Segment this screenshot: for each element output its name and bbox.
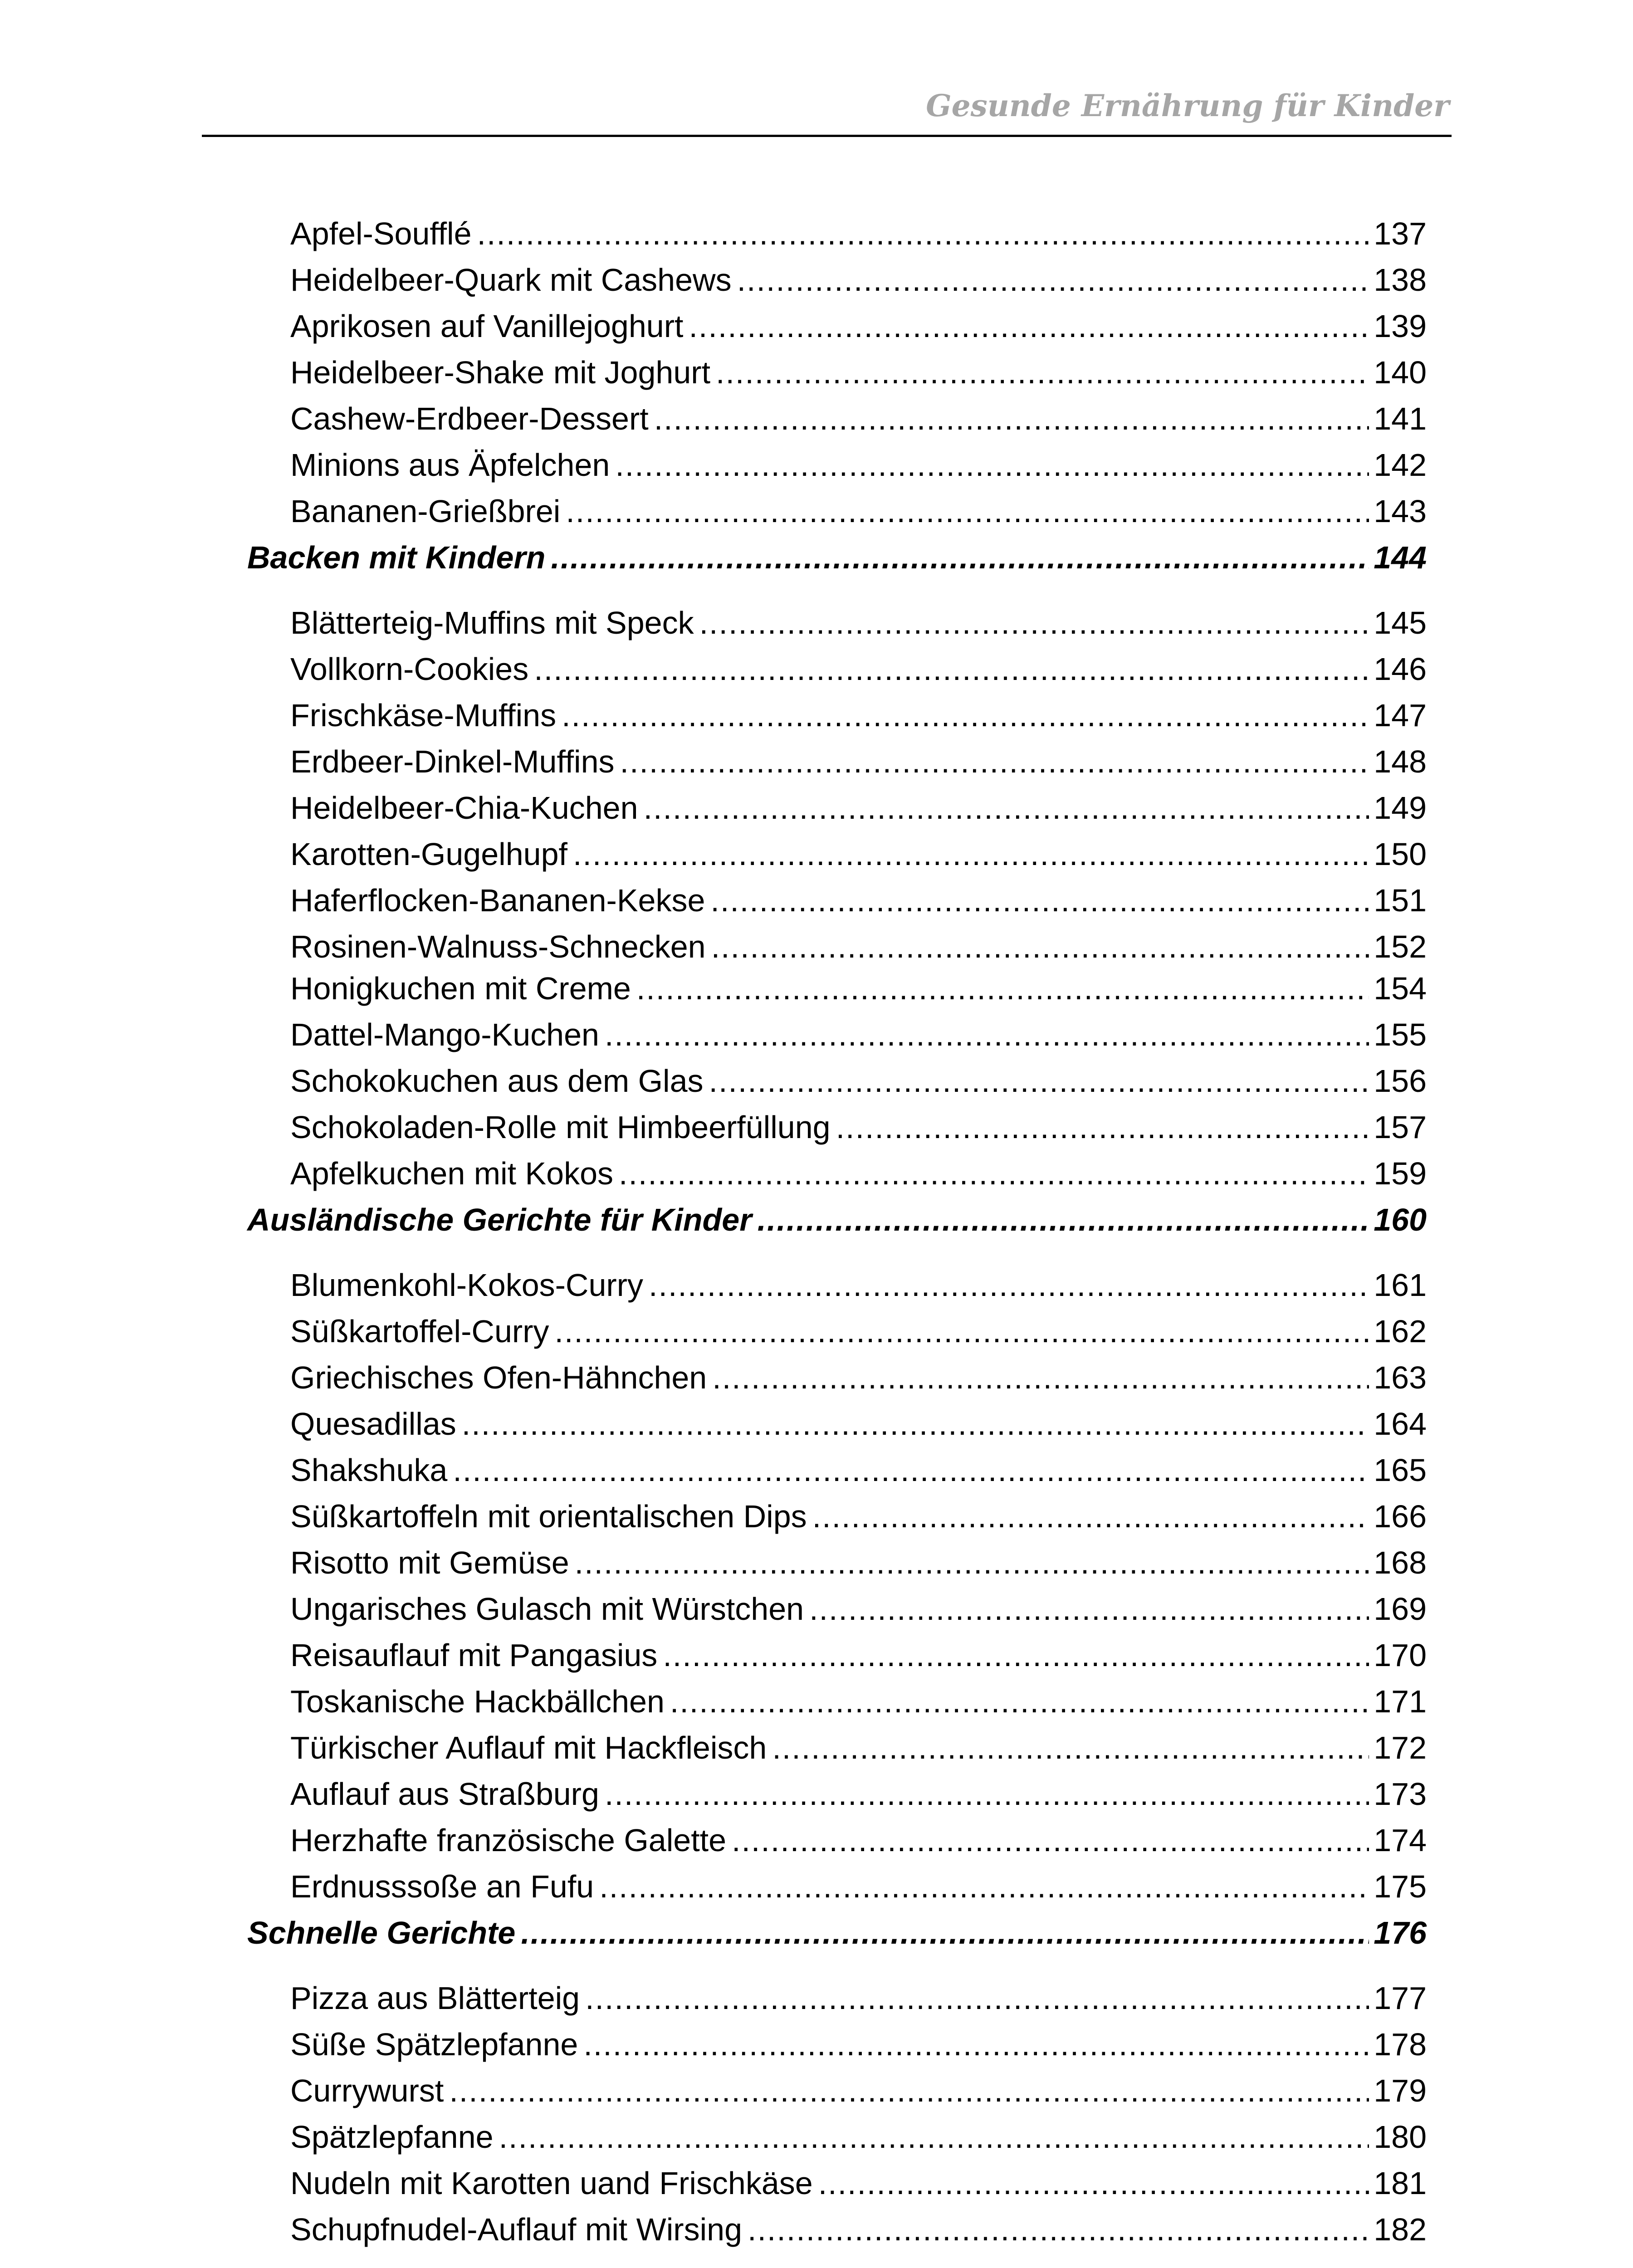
- running-header-title: Gesunde Ernährung für Kinder: [926, 88, 1449, 123]
- toc-entry-title: Haferflocken-Bananen-Kekse: [290, 883, 705, 918]
- toc-dot-leader: [670, 1686, 1369, 1717]
- toc-entry-row: [290, 218, 1427, 249]
- toc-entry-row: [290, 1019, 1427, 1051]
- toc-page-number: 168: [1374, 1545, 1427, 1580]
- toc-dot-leader: [716, 357, 1369, 388]
- toc-page-number: 152: [1374, 929, 1427, 964]
- toc-entry-row: [290, 1269, 1427, 1301]
- toc-page-number: 166: [1374, 1499, 1427, 1534]
- toc-entry-row: [290, 1593, 1427, 1625]
- toc-entry-row: [290, 973, 1427, 1004]
- toc-entry-row: [290, 1315, 1427, 1347]
- toc-dot-leader: [654, 403, 1369, 435]
- toc-entry-row: [290, 699, 1427, 731]
- toc-entry-row: [290, 1111, 1427, 1143]
- toc-page-number: 173: [1374, 1776, 1427, 1812]
- toc-chapter-row: [247, 542, 1427, 573]
- toc-dot-leader: [710, 885, 1369, 916]
- toc-dot-leader: [636, 973, 1369, 1004]
- toc-page-number: 143: [1374, 494, 1427, 529]
- toc-entry-title: Schupfnudel-Auflauf mit Wirsing: [290, 2212, 742, 2247]
- toc-entry-title: Heidelbeer-Shake mit Joghurt: [290, 355, 711, 390]
- toc-chapter-title: Ausländische Gerichte für Kinder: [247, 1202, 752, 1237]
- toc-entry-title: Frischkäse-Muffins: [290, 698, 557, 733]
- toc-dot-leader: [644, 792, 1369, 824]
- toc-dot-leader: [575, 1547, 1369, 1579]
- toc-dot-leader: [809, 1593, 1369, 1625]
- toc-entry-row: [290, 310, 1427, 342]
- toc-dot-leader: [555, 1315, 1369, 1347]
- toc-entry-title: Apfel-Soufflé: [290, 216, 472, 251]
- toc-page-number: 138: [1374, 262, 1427, 298]
- toc-dot-leader: [449, 2075, 1369, 2107]
- toc-dot-leader: [583, 2028, 1369, 2060]
- toc-entry-title: Risotto mit Gemüse: [290, 1545, 569, 1580]
- toc-entry-title: Toskanische Hackbällchen: [290, 1684, 665, 1719]
- toc-page-number: 141: [1374, 401, 1427, 436]
- toc-page-number: 177: [1374, 1980, 1427, 2016]
- toc-entry-row: [290, 403, 1427, 435]
- toc-entry-title: Türkischer Auflauf mit Hackfleisch: [290, 1730, 767, 1765]
- toc-page-number: 181: [1374, 2165, 1427, 2201]
- toc-entry-row: [290, 1871, 1427, 1902]
- toc-entry-title: Nudeln mit Karotten uand Frischkäse: [290, 2165, 813, 2201]
- toc-entry-row: [290, 1454, 1427, 1486]
- toc-entry-title: Blumenkohl-Kokos-Curry: [290, 1267, 644, 1303]
- toc-entry-row: [290, 746, 1427, 777]
- toc-page-number: 145: [1374, 605, 1427, 640]
- toc-page-number: 165: [1374, 1452, 1427, 1488]
- toc-entry-title: Schokokuchen aus dem Glas: [290, 1063, 704, 1099]
- toc-entry-title: Schokoladen-Rolle mit Himbeerfüllung: [290, 1110, 831, 1145]
- toc-entry-title: Süßkartoffel-Curry: [290, 1314, 549, 1349]
- toc-dot-leader: [615, 449, 1369, 481]
- toc-page-number: 142: [1374, 447, 1427, 483]
- toc-entry-title: Apfelkuchen mit Kokos: [290, 1156, 614, 1191]
- toc-entry-title: Ungarisches Gulasch mit Würstchen: [290, 1591, 804, 1627]
- toc-page-number: 174: [1374, 1823, 1427, 1858]
- toc-dot-leader: [534, 653, 1369, 685]
- toc-page-number: 149: [1374, 790, 1427, 826]
- toc-page-number: 169: [1374, 1591, 1427, 1627]
- toc-entry-title: Erdnusssoße an Fufu: [290, 1869, 594, 1904]
- toc-page-number: 179: [1374, 2073, 1427, 2108]
- toc-page-number: 156: [1374, 1063, 1427, 1099]
- toc-entry-row: [290, 838, 1427, 870]
- toc-dot-leader: [711, 931, 1369, 963]
- toc-entry-row: [290, 1547, 1427, 1579]
- toc-page-number: 171: [1374, 1684, 1427, 1719]
- toc-dot-leader: [663, 1639, 1369, 1671]
- toc-dot-leader: [477, 218, 1369, 249]
- toc-entry-row: [290, 2075, 1427, 2107]
- toc-entry-row: [290, 264, 1427, 296]
- toc-dot-leader: [748, 2214, 1369, 2245]
- toc-dot-leader: [619, 1158, 1369, 1189]
- toc-chapter-row: [247, 1917, 1427, 1949]
- toc-entry-row: [290, 1824, 1427, 1856]
- toc-dot-leader: [836, 1111, 1369, 1143]
- toc-entry-row: [290, 1501, 1427, 1532]
- toc-page-number: 180: [1374, 2119, 1427, 2155]
- toc-entry-row: [290, 1732, 1427, 1764]
- toc-entry-title: Quesadillas: [290, 1406, 456, 1442]
- toc-page-number: 164: [1374, 1406, 1427, 1442]
- toc-dot-leader: [599, 1871, 1369, 1902]
- toc-dot-leader: [620, 746, 1369, 777]
- toc-entry-title: Griechisches Ofen-Hähnchen: [290, 1360, 707, 1395]
- toc-entry-row: [290, 449, 1427, 481]
- toc-page-number: 151: [1374, 883, 1427, 918]
- toc-page-number: 176: [1374, 1915, 1427, 1950]
- toc-dot-leader: [732, 1824, 1369, 1856]
- toc-entry-row: [290, 2121, 1427, 2153]
- toc-entry-row: [290, 931, 1427, 963]
- toc-dot-leader: [462, 1408, 1369, 1440]
- toc-page-number: 160: [1374, 1202, 1427, 1237]
- toc-dot-leader: [585, 1982, 1369, 2014]
- toc-page-number: 175: [1374, 1869, 1427, 1904]
- toc-dot-leader: [712, 1362, 1369, 1393]
- toc-entry-row: [290, 2028, 1427, 2060]
- toc-entry-row: [290, 357, 1427, 388]
- toc-entry-title: Erdbeer-Dinkel-Muffins: [290, 744, 615, 779]
- toc-chapter-title: Backen mit Kindern: [247, 540, 546, 575]
- toc-page-number: 148: [1374, 744, 1427, 779]
- toc-entry-title: Blätterteig-Muffins mit Speck: [290, 605, 694, 640]
- toc-page-number: 155: [1374, 1017, 1427, 1052]
- toc-dot-leader: [551, 542, 1369, 573]
- toc-entry-row: [290, 2167, 1427, 2199]
- toc-page-number: 150: [1374, 836, 1427, 872]
- toc-dot-leader: [689, 310, 1369, 342]
- toc-dot-leader: [521, 1917, 1369, 1949]
- toc-chapter-row: [247, 1204, 1427, 1236]
- toc-page-number: 147: [1374, 698, 1427, 733]
- toc-entry-title: Shakshuka: [290, 1452, 448, 1488]
- toc-entry-title: Reisauflauf mit Pangasius: [290, 1637, 658, 1673]
- toc-entry-title: Dattel-Mango-Kuchen: [290, 1017, 599, 1052]
- toc-page-number: 144: [1374, 540, 1427, 575]
- toc-entry-title: Süße Spätzlepfanne: [290, 2027, 578, 2062]
- toc-entry-row: [290, 2214, 1427, 2245]
- toc-entry-title: Heidelbeer-Quark mit Cashews: [290, 262, 732, 298]
- toc-entry-row: [290, 495, 1427, 527]
- toc-entry-row: [290, 1362, 1427, 1393]
- toc-entry-title: Pizza aus Blätterteig: [290, 1980, 580, 2016]
- toc-entry-title: Bananen-Grießbrei: [290, 494, 561, 529]
- toc-entry-title: Rosinen-Walnuss-Schnecken: [290, 929, 706, 964]
- toc-page-number: 140: [1374, 355, 1427, 390]
- toc-page-number: 146: [1374, 651, 1427, 687]
- toc-chapter-title: Schnelle Gerichte: [247, 1915, 516, 1950]
- toc-entry-row: [290, 1639, 1427, 1671]
- toc-entry-title: Heidelbeer-Chia-Kuchen: [290, 790, 638, 826]
- toc-entry-title: Honigkuchen mit Creme: [290, 971, 631, 1006]
- toc-page-number: 178: [1374, 2027, 1427, 2062]
- toc-dot-leader: [605, 1778, 1369, 1810]
- toc-page-number: 159: [1374, 1156, 1427, 1191]
- toc-page-number: 161: [1374, 1267, 1427, 1303]
- toc-entry-title: Süßkartoffeln mit orientalischen Dips: [290, 1499, 807, 1534]
- toc-entry-title: Vollkorn-Cookies: [290, 651, 529, 687]
- toc-page-number: 172: [1374, 1730, 1427, 1765]
- toc-page-number: 182: [1374, 2212, 1427, 2247]
- toc-dot-leader: [818, 2167, 1369, 2199]
- toc-dot-leader: [709, 1065, 1369, 1097]
- toc-dot-leader: [649, 1269, 1369, 1301]
- toc-dot-leader: [499, 2121, 1369, 2153]
- toc-dot-leader: [699, 607, 1369, 639]
- toc-page-number: 139: [1374, 308, 1427, 344]
- toc-entry-row: [290, 607, 1427, 639]
- toc-entry-row: [290, 1686, 1427, 1717]
- toc-dot-leader: [757, 1204, 1369, 1236]
- toc-entry-title: Minions aus Äpfelchen: [290, 447, 610, 483]
- toc-entry-row: [290, 885, 1427, 916]
- toc-page-number: 163: [1374, 1360, 1427, 1395]
- toc-page-number: 170: [1374, 1637, 1427, 1673]
- toc-entry-title: Currywurst: [290, 2073, 444, 2108]
- toc-dot-leader: [453, 1454, 1369, 1486]
- toc-page-number: 154: [1374, 971, 1427, 1006]
- toc-dot-leader: [737, 264, 1369, 296]
- toc-page-number: 162: [1374, 1314, 1427, 1349]
- toc-entry-row: [290, 1158, 1427, 1189]
- toc-entry-row: [290, 792, 1427, 824]
- toc-dot-leader: [772, 1732, 1369, 1764]
- toc-page-number: 137: [1374, 216, 1427, 251]
- toc-entry-row: [290, 1408, 1427, 1440]
- toc-dot-leader: [566, 495, 1369, 527]
- toc-entry-row: [290, 1778, 1427, 1810]
- toc-dot-leader: [605, 1019, 1369, 1051]
- toc-dot-leader: [812, 1501, 1369, 1532]
- toc-entry-row: [290, 1982, 1427, 2014]
- toc-entry-title: Spätzlepfanne: [290, 2119, 494, 2155]
- toc-entry-row: [290, 653, 1427, 685]
- toc-entry-row: [290, 1065, 1427, 1097]
- toc-dot-leader: [573, 838, 1369, 870]
- toc-entry-title: Herzhafte französische Galette: [290, 1823, 727, 1858]
- toc-entry-title: Cashew-Erdbeer-Dessert: [290, 401, 649, 436]
- toc-entry-title: Karotten-Gugelhupf: [290, 836, 567, 872]
- toc-page-number: 157: [1374, 1110, 1427, 1145]
- toc-entry-title: Auflauf aus Straßburg: [290, 1776, 599, 1812]
- toc-entry-title: Aprikosen auf Vanillejoghurt: [290, 308, 684, 344]
- toc-dot-leader: [562, 699, 1369, 731]
